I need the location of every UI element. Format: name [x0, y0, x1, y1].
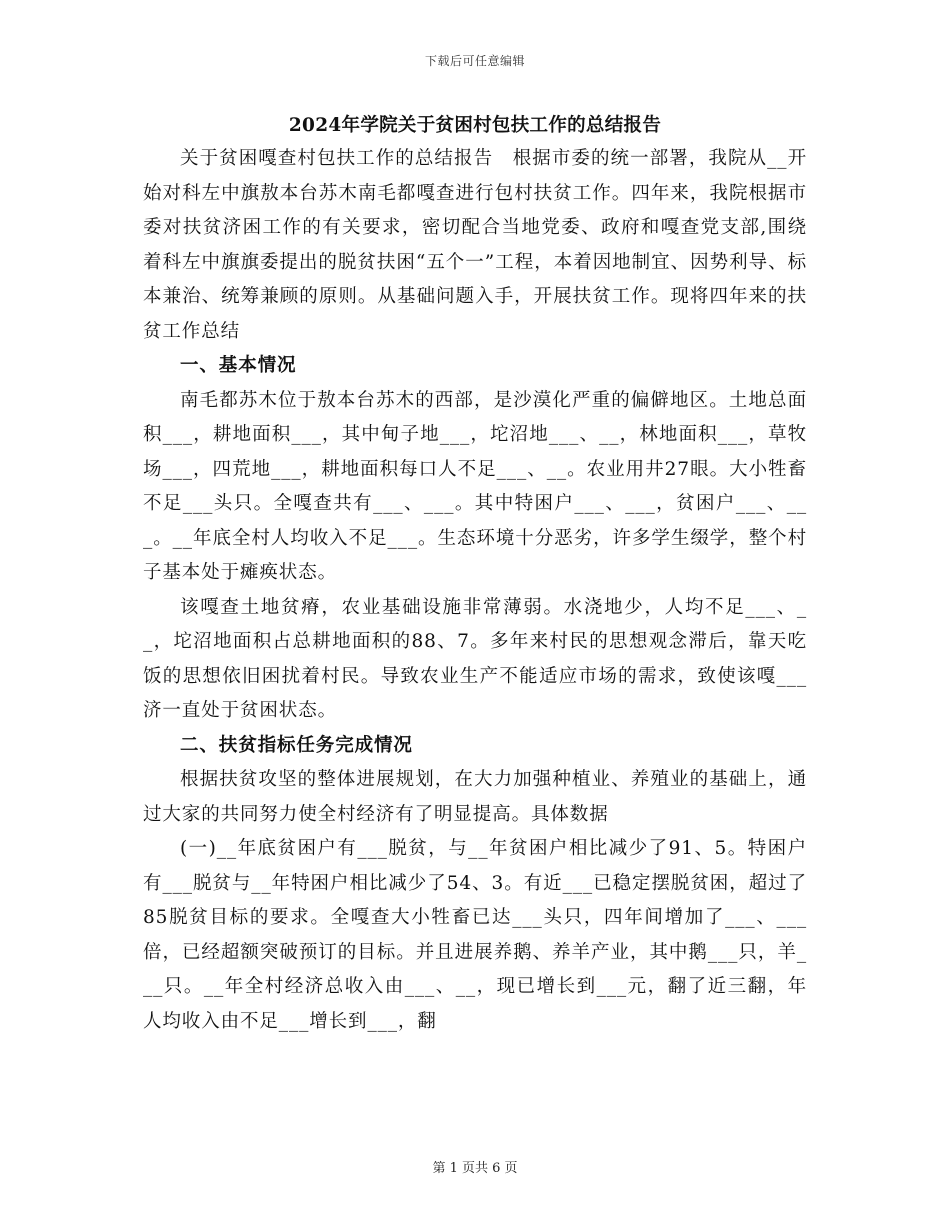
document-body — [143, 112, 807, 1039]
section-heading-tasks: 二、扶贫指标任务完成情况 — [180, 734, 413, 756]
basic-situation-paragraph-2: 该嘎查土地贫瘠，农业基础设施非常薄弱。水浇地少，人均不足___、__，坨沼地面积占总耕地面积的88、7。多年来村民的思想观念滞后，靠天吃饭的思想依旧困扰着村民。导致农业生产不能适应市场的需求，致使该嘎___济一直处于贫困状态。 — [143, 596, 807, 721]
page-number-footer: 第 1 页共 6 页 — [432, 1161, 518, 1176]
section-heading-basic: 一、基本情况 — [180, 355, 297, 376]
page-header-note: 下载后可任意编辑 — [424, 54, 525, 68]
tasks-paragraph-1: 根据扶贫攻坚的整体进展规划，在大力加强种植业、养殖业的基础上，通过大家的共同努力使全村经济有了明显提高。具体数据 — [143, 769, 807, 825]
tasks-paragraph-2: (一)__年底贫困户有___脱贫，与__年贫困户相比减少了91、5。特困户有___脱贫与__年特困户相比减少了54、3。有近___已稳定摆脱贫困，超过了85脱贫目标的要求。全嘎查大小牲畜已达___头只，四年间增加了___、___倍，已经超额突破预订的目标。并且进展养鹅、养羊产业，其中鹅___只，羊___只。__年全村经济总收入由___、__，现已增长到___元，翻了近三翻，年人均收入由不足___增长到___，翻 — [143, 838, 807, 1032]
intro-paragraph: 关于贫困嘎查村包扶工作的总结报告 根据市委的统一部署，我院从__开始对科左中旗敖本台苏木南毛都嘎查进行包村扶贫工作。四年来，我院根据市委对扶贫济困工作的有关要求，密切配合当地党委、政府和嘎查党支部,围绕着科左中旗旗委提出的脱贫扶困“五个一”工程，本着因地制宜、因势利导、标本兼治、统筹兼顾的原则。从基础问题入手，开展扶贫工作。现将四年来的扶贫工作总结 — [143, 148, 807, 342]
document-title: 2024年学院关于贫困村包扶工作的总结报告 — [288, 115, 662, 136]
basic-situation-paragraph-1: 南毛都苏木位于敖本台苏木的西部，是沙漠化严重的偏僻地区。土地总面积___，耕地面积___，其中甸子地___，坨沼地___、__，林地面积___，草牧场___，四荒地___，耕地面积每口人不足___、__。农业用井27眼。大小牲畜不足___头只。全嘎查共有___、___。其中特困户___、___，贫困户___、___。__年底全村人均收入不足___。生态环境十分恶劣，许多学生缀学，整个村子基本处于瘫痪状态。 — [143, 389, 807, 583]
